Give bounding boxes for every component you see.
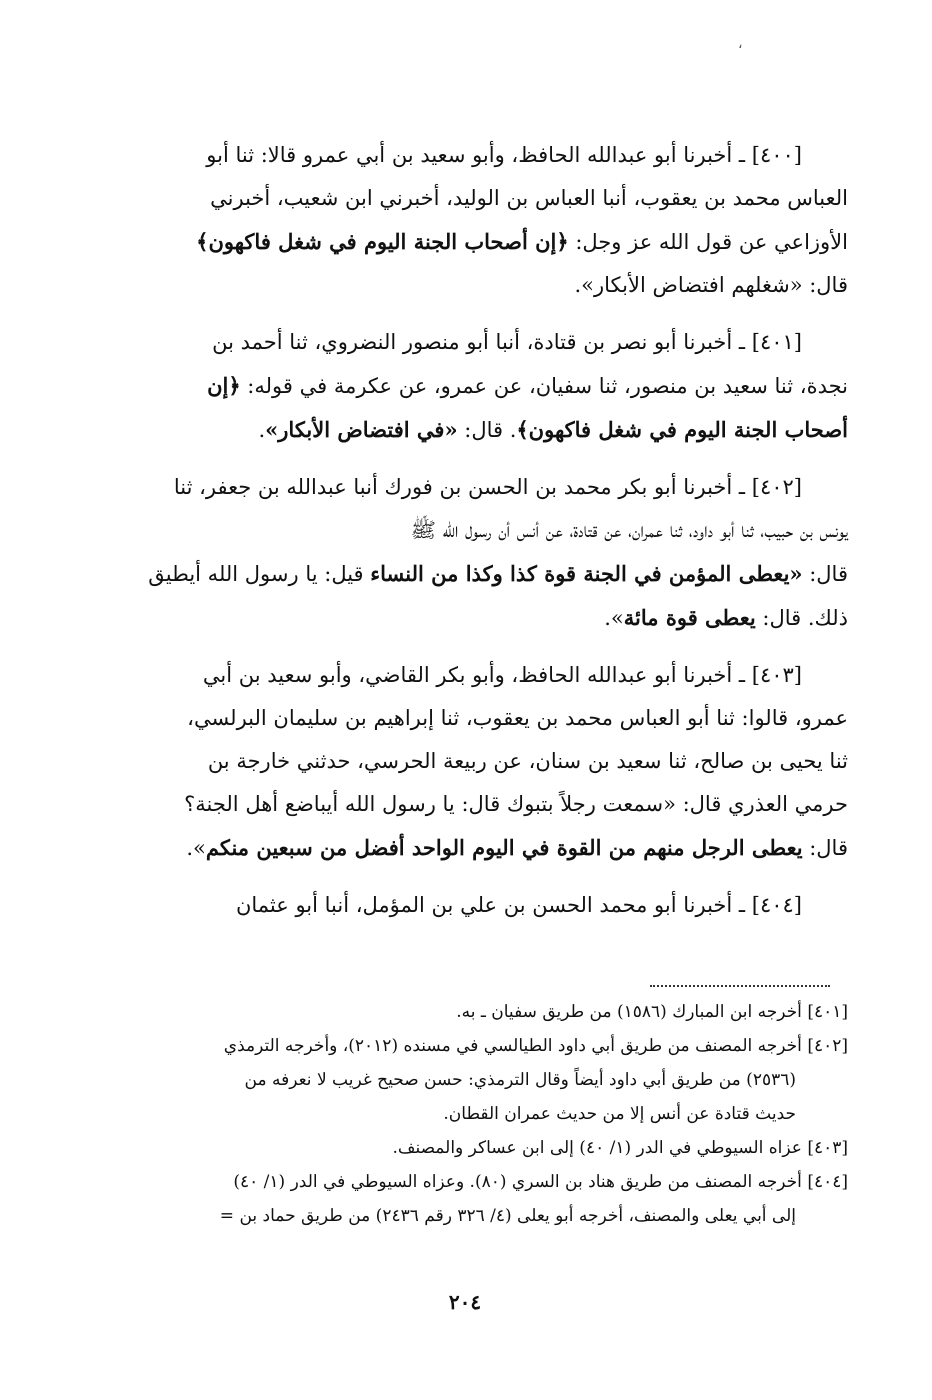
footnote <box>86 995 848 1029</box>
entry-number: [٤٠١] <box>751 330 802 354</box>
hadith-entry <box>86 654 848 870</box>
text-line <box>86 466 848 509</box>
footnote-text: أخرجه ابن المبارك (١٥٨٦) من طريق سفيان ـ به. <box>456 1002 802 1022</box>
text-line <box>86 408 848 452</box>
footnote <box>86 1165 848 1233</box>
text-segment: نجدة، ثنا سعيد بن منصور، ثنا سفيان، عن عمرو، عن عكرمة في قوله: <box>240 374 848 398</box>
text-segment: ـ أخبرنا أبو محمد الحسن بن علي بن المؤمل، أنبا أبو عثمان <box>235 893 752 917</box>
text-segment: ـ أخبرنا أبو بكر محمد بن الحسن بن فورك أنبا عبدالله بن جعفر، ثنا <box>173 475 752 499</box>
footnote-ref: [٤٠٤] <box>807 1172 848 1192</box>
corner-mark: ، <box>738 36 743 52</box>
entry-number: [٤٠٣] <box>751 663 802 687</box>
text-line <box>86 264 848 307</box>
text-segment: قال: <box>802 562 848 586</box>
text-segment: العباس محمد بن يعقوب، أنبا العباس بن الوليد، أخبرني ابن شعيب، أخبرني <box>210 186 848 210</box>
footnote-line <box>86 1199 848 1233</box>
footnote-text: إلى أبي يعلى والمصنف، أخرجه أبو يعلى (٤/ ٣٢٦ رقم ٢٤٣٦) من طريق حماد بن = <box>219 1206 796 1226</box>
quoted-text: «في افتضاض الأبكار» <box>265 417 458 442</box>
page-number: ٢٠٤ <box>448 1290 482 1314</box>
footnote-line <box>86 1165 848 1199</box>
text-line <box>86 220 848 264</box>
footnote-line <box>86 995 848 1029</box>
text-line <box>86 740 848 783</box>
footnote <box>86 1029 848 1131</box>
text-line <box>86 826 848 870</box>
footnote-ref: [٤٠١] <box>807 1002 848 1022</box>
footnote-separator <box>650 985 830 987</box>
text-segment: ـ أخبرنا أبو عبدالله الحافظ، وأبو بكر القاضي، وأبو سعيد بن أبي <box>202 663 752 687</box>
text-line <box>86 177 848 220</box>
text-line <box>86 697 848 740</box>
footnote-line <box>86 1029 848 1063</box>
text-segment: قيل: يا رسول الله أيطيق <box>148 562 371 586</box>
footnote-text: عزاه السيوطي في الدر (١/ ٤٠) إلى ابن عساكر والمصنف. <box>392 1138 802 1158</box>
footnotes <box>86 995 848 1233</box>
footnote-ref: [٤٠٢] <box>807 1036 848 1056</box>
text-line <box>86 364 848 408</box>
quoted-text: ﴿إن أصحاب الجنة اليوم في شغل فاكهون﴾ <box>196 229 569 254</box>
text-line <box>86 783 848 826</box>
text-segment: عمرو، قالوا: ثنا أبو العباس محمد بن يعقوب، ثنا إبراهيم بن سليمان البرلسي، <box>187 706 848 730</box>
footnote-text: أخرجه المصنف من طريق هناد بن السري (٨٠). وعزاه السيوطي في الدر (١/ ٤٠) <box>233 1172 802 1192</box>
quoted-text: أصحاب الجنة اليوم في شغل فاكهون﴾ <box>516 417 848 442</box>
quoted-text: يعطى قوة مائة <box>623 605 756 630</box>
footnote-line <box>86 1131 848 1165</box>
footnote-ref: [٤٠٣] <box>807 1138 848 1158</box>
text-segment: ». <box>186 836 206 860</box>
text-line <box>86 509 848 552</box>
text-segment: . <box>258 418 266 442</box>
text-segment: ». <box>604 606 624 630</box>
footnote-text: حديث قتادة عن أنس إلا من حديث عمران القطان. <box>443 1104 796 1124</box>
footnote-text: (٢٥٣٦) من طريق أبي داود أيضاً وقال الترمذي: حسن صحيح غريب لا نعرفه من <box>244 1070 796 1090</box>
text-line <box>86 321 848 364</box>
text-line <box>86 552 848 596</box>
entry-number: [٤٠٤] <box>751 893 802 917</box>
main-text <box>86 134 848 941</box>
quoted-text: يعطى الرجل منهم من القوة في اليوم الواحد أفضل من سبعين منكم <box>205 835 803 860</box>
hadith-entry <box>86 466 848 640</box>
hadith-entry <box>86 884 848 927</box>
entry-number: [٤٠٠] <box>751 143 802 167</box>
text-segment: الأوزاعي عن قول الله عز وجل: <box>568 230 848 254</box>
text-segment: قال: <box>802 836 848 860</box>
hadith-entry <box>86 321 848 452</box>
footnote-line <box>86 1097 848 1131</box>
text-line <box>86 654 848 697</box>
text-line <box>86 134 848 177</box>
text-segment: ثنا يحيى بن صالح، ثنا سعيد بن سنان، عن ربيعة الحرسي، حدثني خارجة بن <box>207 749 848 773</box>
quoted-text: ﴿إن <box>207 373 241 398</box>
quoted-text: «يعطى المؤمن في الجنة قوة كذا وكذا من النساء <box>370 561 803 586</box>
text-segment: . قال: <box>457 418 517 442</box>
entry-number: [٤٠٢] <box>751 475 802 499</box>
text-segment: حرمي العذري قال: «سمعت رجلاً بتبوك قال: يا رسول الله أيباضع أهل الجنة؟ <box>184 792 848 816</box>
text-segment: ـ أخبرنا أبو نصر بن قتادة، أنبا أبو منصور النضروي، ثنا أحمد بن <box>212 330 752 354</box>
footnote <box>86 1131 848 1165</box>
footnote-text: أخرجه المصنف من طريق أبي داود الطيالسي في مسنده (٢٠١٢)، وأخرجه الترمذي <box>223 1036 802 1056</box>
text-segment: ـ أخبرنا أبو عبدالله الحافظ، وأبو سعيد بن أبي عمرو قالا: ثنا أبو <box>206 143 752 167</box>
footnote-line <box>86 1063 848 1097</box>
text-line <box>86 596 848 640</box>
text-segment: يونس بن حبيب، ثنا أبو داود، ثنا عمران، عن قتادة، عن أنس أن رسول الله ﷺ <box>410 518 848 542</box>
text-segment: ذلك. قال: <box>755 606 848 630</box>
text-segment: قال: «شغلهم افتضاض الأبكار». <box>574 273 848 297</box>
text-line <box>86 884 848 927</box>
hadith-entry <box>86 134 848 307</box>
